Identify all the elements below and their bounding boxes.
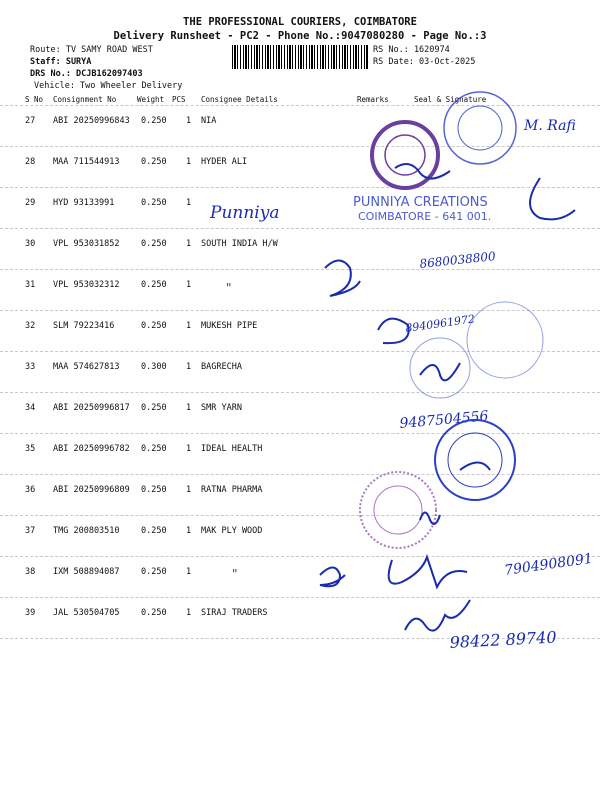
row-consignee: SMR YARN (201, 403, 242, 413)
row-weight: 0.250 (141, 116, 167, 126)
row-sno: 29 (25, 198, 36, 208)
row-sno: 30 (25, 239, 36, 249)
row-sno: 38 (25, 567, 36, 577)
row-weight: 0.250 (141, 280, 167, 290)
row-consignment: IXM 508894087 (53, 567, 120, 577)
row-weight: 0.250 (141, 198, 167, 208)
drs-number: DRS No.: DCJB162097403 (30, 69, 143, 79)
table-row (0, 516, 600, 557)
row-consignee: IDEAL HEALTH (201, 444, 263, 454)
row-weight: 0.250 (141, 485, 167, 495)
col-consignee: Consignee Details (201, 95, 278, 104)
table-row (0, 270, 600, 311)
row-consignment: VPL 953032312 (53, 280, 120, 290)
table-row (0, 188, 600, 229)
vehicle-label: Vehicle: Two Wheeler Delivery (34, 81, 183, 91)
row-pcs: 1 (186, 444, 192, 454)
row-pcs: 1 (186, 239, 192, 249)
row-pcs: 1 (186, 280, 192, 290)
company-title: THE PROFESSIONAL COURIERS, COIMBATORE (183, 16, 417, 28)
row-consignment: VPL 953031852 (53, 239, 120, 249)
row-weight: 0.250 (141, 239, 167, 249)
row38-phone: 7904908091 (503, 550, 594, 579)
row-weight: 0.250 (141, 321, 167, 331)
row-consignee: HYDER ALI (201, 157, 248, 167)
row-consignee: MUKESH PIPE (201, 321, 258, 331)
col-consignment: Consignment No (53, 95, 117, 104)
row-sno: 35 (25, 444, 36, 454)
route-label: Route: TV SAMY ROAD WEST (30, 45, 153, 55)
row-weight: 0.250 (141, 403, 167, 413)
row-sno: 39 (25, 608, 36, 618)
row-sno: 32 (25, 321, 36, 331)
rs-date: RS Date: 03-Oct-2025 (373, 57, 476, 67)
col-remarks: Remarks (357, 95, 389, 104)
row-pcs: 1 (186, 485, 192, 495)
table-row (0, 352, 600, 393)
row-consignment: SLM 79223416 (53, 321, 115, 331)
row38-ditto-mark: " (232, 567, 238, 581)
row30-phone: 8680038800 (418, 249, 497, 271)
row-sno: 28 (25, 157, 36, 167)
row-weight: 0.250 (141, 526, 167, 536)
row-sno: 31 (25, 280, 36, 290)
row29-stamp-name: PUNNIYA CREATIONS (353, 195, 488, 210)
table-row (0, 393, 600, 434)
row-pcs: 1 (186, 157, 192, 167)
row-weight: 0.300 (141, 362, 167, 372)
row39-phone: 98422 89740 (449, 627, 557, 652)
col-seal-signature: Seal & Signature (414, 95, 487, 104)
col-sno: S No (25, 95, 44, 104)
row-pcs: 1 (186, 321, 192, 331)
row34-phone: 9487504556 (398, 408, 490, 432)
row-weight: 0.250 (141, 444, 167, 454)
row-consignment: MAA 711544913 (53, 157, 120, 167)
row29-name-signature: Punniya (210, 203, 280, 223)
table-row (0, 598, 600, 639)
row-sno: 34 (25, 403, 36, 413)
rs-number: RS No.: 1620974 (373, 45, 450, 55)
row-consignment: TMG 200803510 (53, 526, 120, 536)
table-row (0, 106, 600, 147)
row-pcs: 1 (186, 403, 192, 413)
col-weight: Weight (137, 95, 165, 104)
table-row (0, 475, 600, 516)
row-consignment: JAL 530504705 (53, 608, 120, 618)
row-sno: 36 (25, 485, 36, 495)
row-consignee: SIRAJ TRADERS (201, 608, 268, 618)
row-weight: 0.250 (141, 157, 167, 167)
row-consignee: NIA (201, 116, 217, 126)
row-consignment: ABI 20250996782 (53, 444, 130, 454)
row-consignment: ABI 20250996843 (53, 116, 130, 126)
row-consignee: MAK PLY WOOD (201, 526, 263, 536)
barcode (232, 45, 368, 69)
row-sno: 27 (25, 116, 36, 126)
row-consignee: RATNA PHARMA (201, 485, 263, 495)
row-pcs: 1 (186, 198, 192, 208)
row27-signature: M. Rafi (524, 118, 576, 134)
staff-label: Staff: SURYA (30, 57, 92, 67)
row-pcs: 1 (186, 526, 192, 536)
table-row (0, 311, 600, 352)
row-consignment: ABI 20250996817 (53, 403, 130, 413)
row31-ditto-mark: " (226, 281, 232, 295)
table-row (0, 147, 600, 188)
row-pcs: 1 (186, 608, 192, 618)
row-pcs: 1 (186, 362, 192, 372)
runsheet-subtitle: Delivery Runsheet - PC2 - Phone No.:9047080280 - Page No.:3 (113, 30, 487, 42)
col-pcs: PCS (172, 95, 186, 104)
row-consignment: MAA 574627813 (53, 362, 120, 372)
table-row (0, 434, 600, 475)
row-consignee: SOUTH INDIA H/W (201, 239, 278, 249)
row-consignment: ABI 20250996809 (53, 485, 130, 495)
row29-stamp-city: COIMBATORE - 641 001. (358, 210, 492, 223)
table-row (0, 229, 600, 270)
row-pcs: 1 (186, 567, 192, 577)
row-weight: 0.250 (141, 608, 167, 618)
row-sno: 37 (25, 526, 36, 536)
table-row (0, 557, 600, 598)
row32-phone: 8940961972 (404, 312, 476, 335)
row-weight: 0.250 (141, 567, 167, 577)
row-pcs: 1 (186, 116, 192, 126)
row-consignee: BAGRECHA (201, 362, 242, 372)
row-consignment: HYD 93133991 (53, 198, 115, 208)
row-sno: 33 (25, 362, 36, 372)
